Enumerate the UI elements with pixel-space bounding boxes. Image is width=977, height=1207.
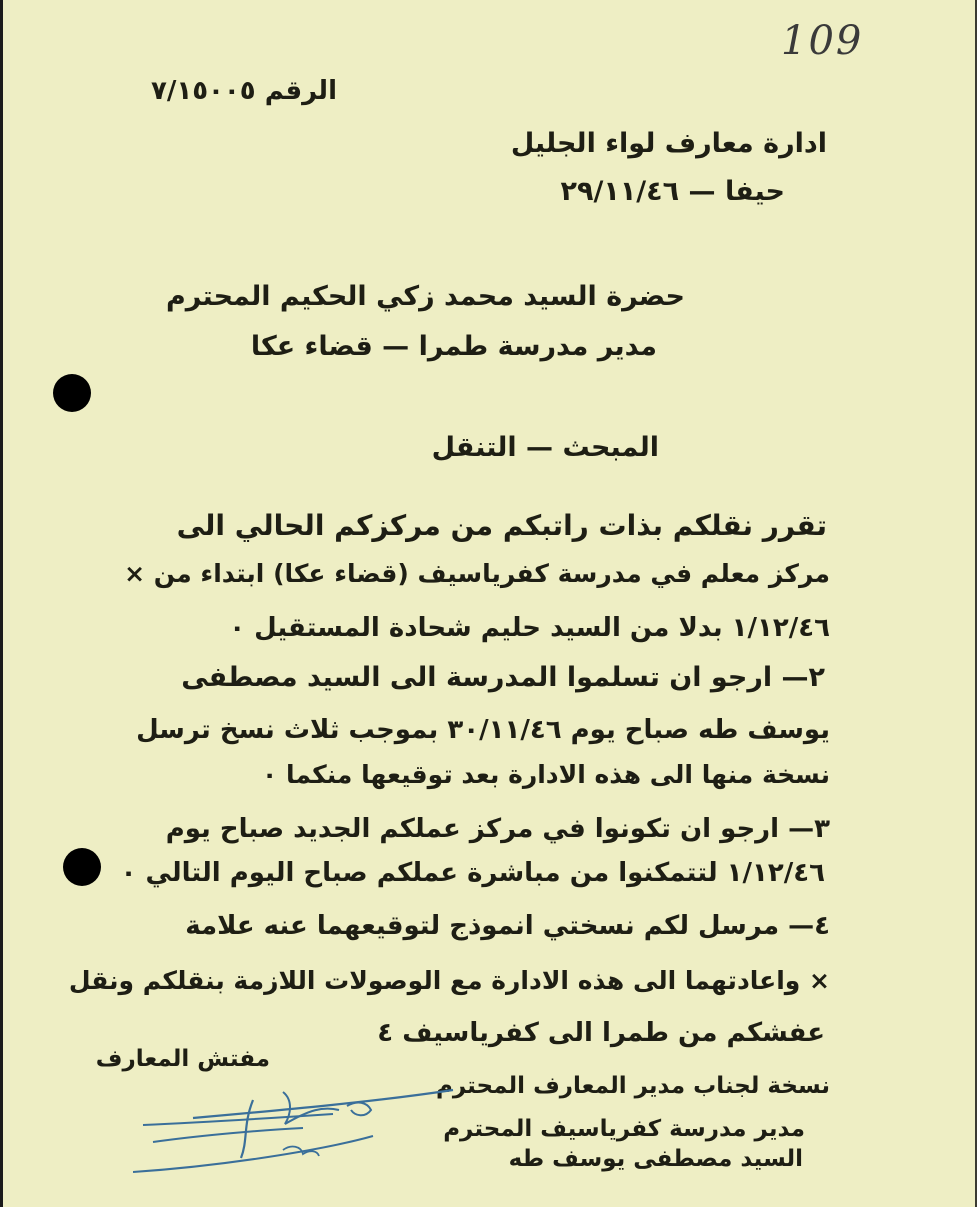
body-line-1: تقرر نقلكم بذات راتبكم من مركزكم الحالي الى [176,509,827,542]
archive-number: 109 [781,18,864,64]
body-line-10: × واعادتهما الى هذه الادارة مع الوصولات اللازمة بنقلكم ونقل [68,966,830,995]
body-line-2: مركز معلم في مدرسة كفرياسيف (قضاء عكا) ابتداء من × [124,559,830,588]
punch-hole-bottom [63,848,101,886]
reference-number: الرقم ٧/١٥٠٠٥ [150,76,337,106]
copy-line-1: نسخة لجناب مدير المعارف المحترم [436,1073,830,1099]
body-line-8: ١/١٢/٤٦ لتتمكنوا من مباشرة عملكم صباح اليوم التالي ٠ [120,858,825,888]
body-line-4: ٢— ارجو ان تسلموا المدرسة الى السيد مصطفى [181,662,825,693]
recipient-line-2: مدير مدرسة طمرا — قضاء عكا [250,331,657,362]
handwritten-signature [133,1080,463,1180]
body-line-6: نسخة منها الى هذه الادارة بعد توقيعها منكما ٠ [262,760,830,789]
signature-title: مفتش المعارف [95,1046,270,1072]
copy-line-2: مدير مدرسة كفرياسيف المحترم [443,1116,805,1142]
punch-hole-top [53,374,91,412]
body-line-7: ٣— ارجو ان تكونوا في مركز عملكم الجديد صباح يوم [165,814,830,844]
copy-line-3: السيد مصطفى يوسف طه [508,1146,803,1172]
body-line-11: عفشكم من طمرا الى كفرياسيف ٤ [377,1018,825,1048]
body-line-5: يوسف طه صباح يوم ٣٠/١١/٤٦ بموجب ثلاث نسخ ترسل [136,715,830,745]
body-line-9: ٤— مرسل لكم نسختي انموذج لتوقيعهما عنه علامة [185,911,830,941]
recipient-line-1: حضرة السيد محمد زكي الحكيم المحترم [165,281,685,312]
subject-line: المبحث — التنقل [431,432,659,463]
place-date: حيفا — ٢٩/١١/٤٦ [560,176,785,207]
office-heading: ادارة معارف لواء الجليل [510,128,827,159]
body-line-3: ١/١٢/٤٦ بدلا من السيد حليم شحادة المستقيل ٠ [229,613,830,643]
